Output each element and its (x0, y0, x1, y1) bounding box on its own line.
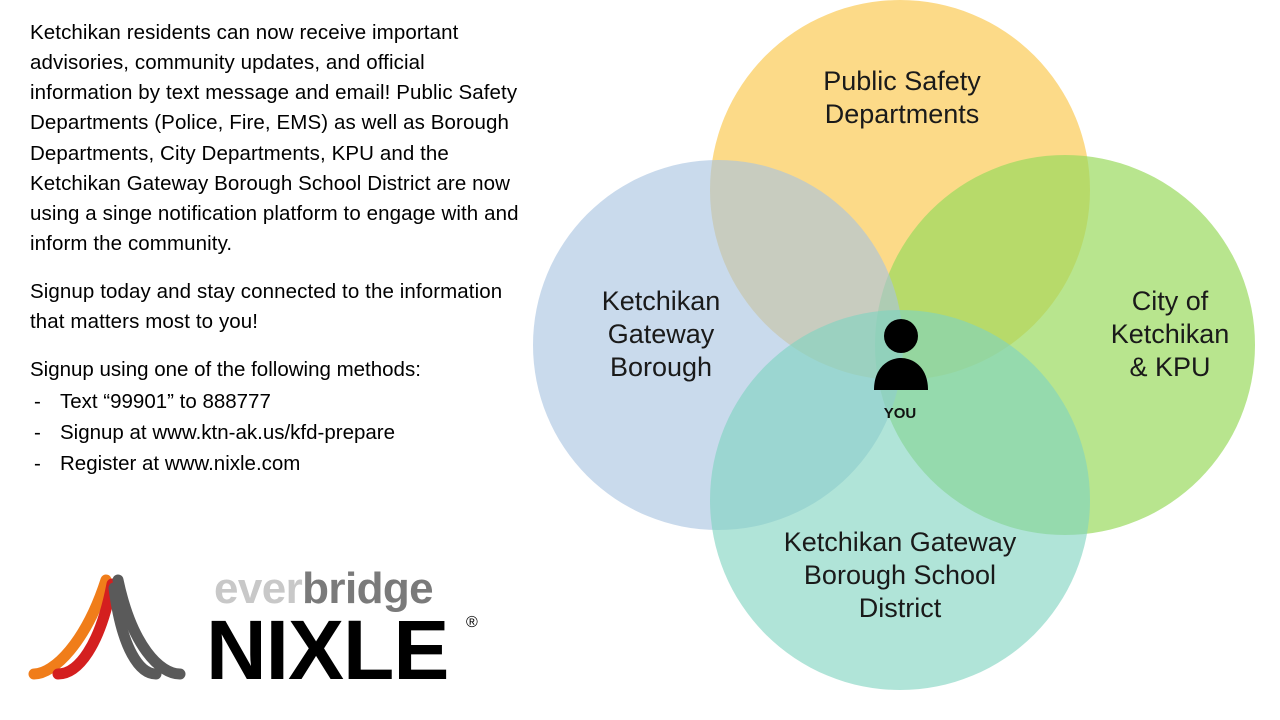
list-item (30, 449, 530, 480)
venn-label-line: Public Safety (823, 66, 981, 96)
registered-trademark-icon: ® (466, 614, 478, 631)
venn-label-line: Ketchikan (1110, 318, 1230, 349)
person-icon (872, 318, 930, 390)
methods-intro: Signup using one of the following methods: (30, 358, 421, 382)
list-bullet-dash: - (34, 421, 41, 445)
list-item (30, 418, 530, 449)
venn-diagram (520, 0, 1280, 720)
signup-paragraph: Signup today and stay connected to the information that matters most to you! (30, 280, 503, 334)
list-bullet-dash: - (34, 451, 41, 475)
list-item (30, 387, 530, 418)
nixle-wordmark: NIXLE (206, 603, 449, 697)
list-item-label: Text “99901” to 888777 (60, 390, 271, 414)
intro-paragraph: Ketchikan residents can now receive important advisories, community updates, and official information by text message and email! Public Safety Departments (Police, Fire, EMS) as well as Borough Departments, City Departments, KPU and the Ketchikan Gateway Borough School District are now using a singe notification platform to engage with and inform the community. (30, 21, 519, 255)
signup-methods-list (30, 387, 530, 479)
list-item-label[interactable]: Register at www.nixle.com (60, 451, 301, 475)
venn-label-line: Borough (609, 351, 713, 382)
venn-label-line: District (858, 592, 942, 623)
venn-label-line: Departments (824, 98, 980, 129)
venn-label-line: City of (1131, 286, 1209, 316)
venn-label-line: Gateway (607, 318, 715, 349)
list-item-label[interactable]: Signup at www.ktn-ak.us/kfd-prepare (60, 421, 395, 445)
list-bullet-dash: - (34, 390, 41, 414)
venn-label-line: Ketchikan (601, 286, 721, 316)
you-label: YOU (883, 405, 917, 422)
swoosh-icon (28, 570, 188, 682)
everbridge-nixle-logo (28, 556, 488, 697)
venn-label-line: Borough School (803, 559, 997, 590)
everbridge-bridge-text: bridge (302, 564, 433, 613)
everbridge-ever-text: ever (214, 564, 303, 613)
venn-label-line: & KPU (1129, 351, 1211, 382)
venn-label-line: Ketchikan Gateway (783, 527, 1017, 557)
